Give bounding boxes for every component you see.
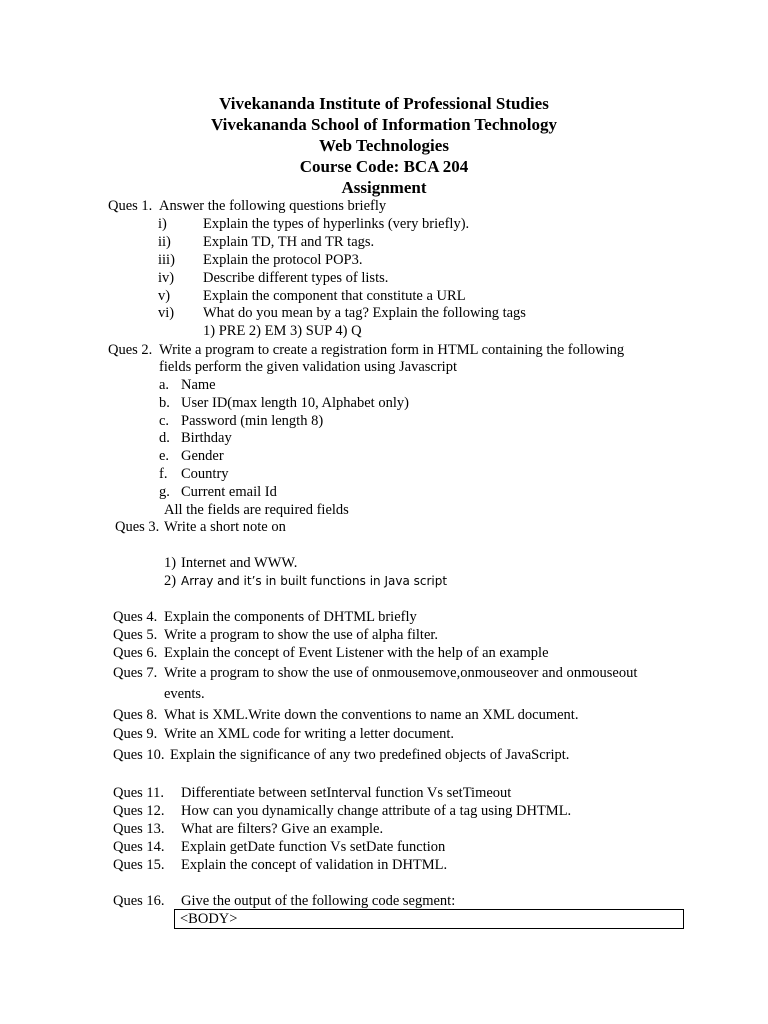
q1-item-text: Explain the protocol POP3. xyxy=(203,252,363,268)
q2-line2: fields perform the given validation using Javascript xyxy=(159,359,457,375)
q15-text: Explain the concept of validation in DHTML. xyxy=(181,857,448,873)
q4-label: Ques 4. xyxy=(113,609,158,625)
q1-item-text: What do you mean by a tag? Explain the following tags xyxy=(203,305,526,321)
school-title: Vivekananda School of Information Technology xyxy=(210,115,558,134)
q1-tags-line: 1) PRE 2) EM 3) SUP 4) Q xyxy=(203,323,362,339)
q1-item-num: i) xyxy=(158,216,167,232)
q1-item-num: iii) xyxy=(158,252,175,268)
q1-item-num: ii) xyxy=(158,234,171,250)
q16-text: Give the output of the following code segment: xyxy=(181,893,456,909)
q2-field-num: g. xyxy=(159,484,170,500)
q9-text: Write an XML code for writing a letter document. xyxy=(164,726,454,742)
q12-label: Ques 12. xyxy=(113,803,165,819)
q11-text: Differentiate between setInterval function Vs setTimeout xyxy=(181,785,512,801)
subject-title: Web Technologies xyxy=(319,136,449,155)
q2-field-num: e. xyxy=(159,448,170,464)
q7-label: Ques 7. xyxy=(113,665,158,681)
q9-label: Ques 9. xyxy=(113,726,158,742)
q2-note: All the fields are required fields xyxy=(164,502,349,518)
q2-field-num: f. xyxy=(159,466,168,482)
q2-line1: Write a program to create a registration form in HTML containing the following xyxy=(159,342,625,358)
q3-label: Ques 3. xyxy=(115,519,160,535)
q1-item-text: Explain the types of hyperlinks (very briefly). xyxy=(203,216,470,232)
q1-text: Answer the following questions briefly xyxy=(159,198,387,214)
q13-text: What are filters? Give an example. xyxy=(181,821,384,837)
q2-field-num: a. xyxy=(159,377,170,393)
q2-field-num: d. xyxy=(159,430,170,446)
q2-field-text: Name xyxy=(181,377,216,393)
q3-item-text: Internet and WWW. xyxy=(181,555,298,571)
q14-text: Explain getDate function Vs setDate function xyxy=(181,839,446,855)
q6-label: Ques 6. xyxy=(113,645,158,661)
q1-item-text: Describe different types of lists. xyxy=(203,270,389,286)
q10-label: Ques 10. xyxy=(113,747,165,763)
q1-item-text: Explain TD, TH and TR tags. xyxy=(203,234,375,250)
q2-field-num: b. xyxy=(159,395,170,411)
q3-text: Write a short note on xyxy=(164,519,286,535)
q7-text: Write a program to show the use of onmousemove,onmouseover and onmouseout xyxy=(164,665,638,681)
q1-label: Ques 1. xyxy=(108,198,153,214)
q2-field-text: Country xyxy=(181,466,229,482)
q8-text: What is XML.Write down the conventions to name an XML document. xyxy=(164,707,579,723)
course-code: Course Code: BCA 204 xyxy=(299,157,469,176)
document-type: Assignment xyxy=(341,178,427,197)
code-line: <BODY> xyxy=(180,911,238,927)
q5-label: Ques 5. xyxy=(113,627,158,643)
q5-text: Write a program to show the use of alpha filter. xyxy=(164,627,439,643)
q3-item-num: 2) xyxy=(164,573,177,589)
q10-text: Explain the significance of any two predefined objects of JavaScript. xyxy=(170,747,570,763)
q2-field-num: c. xyxy=(159,413,170,429)
q3-item-num: 1) xyxy=(164,555,177,571)
q2-field-text: User ID(max length 10, Alphabet only) xyxy=(181,395,409,411)
q16-label: Ques 16. xyxy=(113,893,165,909)
code-segment-box xyxy=(174,909,684,929)
institute-title: Vivekananda Institute of Professional Studies xyxy=(219,94,549,113)
q6-text: Explain the concept of Event Listener with the help of an example xyxy=(164,645,549,661)
q2-field-text: Gender xyxy=(181,448,224,464)
q1-item-num: iv) xyxy=(158,270,175,286)
q1-item-num: v) xyxy=(158,288,171,304)
q2-field-text: Current email Id xyxy=(181,484,277,500)
q1-item-num: vi) xyxy=(158,305,175,321)
q13-label: Ques 13. xyxy=(113,821,165,837)
q2-label: Ques 2. xyxy=(108,342,153,358)
q11-label: Ques 11. xyxy=(113,785,165,801)
q2-field-text: Birthday xyxy=(181,430,232,446)
q8-label: Ques 8. xyxy=(113,707,158,723)
q2-field-text: Password (min length 8) xyxy=(181,413,324,429)
q15-label: Ques 15. xyxy=(113,857,165,873)
q1-item-text: Explain the component that constitute a URL xyxy=(203,288,466,304)
q3-item-text: Array and it’s in built functions in Java script xyxy=(181,574,448,588)
q14-label: Ques 14. xyxy=(113,839,165,855)
q4-text: Explain the components of DHTML briefly xyxy=(164,609,417,625)
q12-text: How can you dynamically change attribute of a tag using DHTML. xyxy=(181,803,572,819)
q7-continuation: events. xyxy=(164,686,205,702)
